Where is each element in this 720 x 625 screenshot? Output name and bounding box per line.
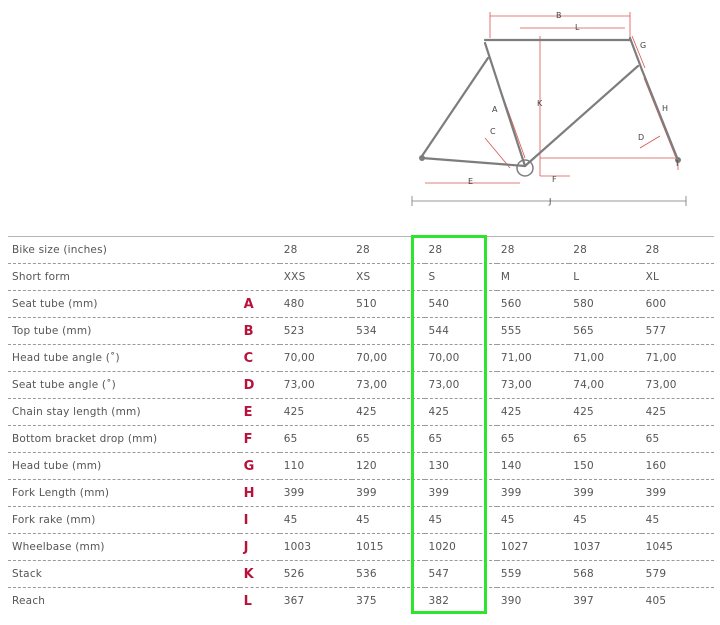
table-cell: 523	[280, 318, 352, 345]
dim-label: J	[549, 197, 552, 206]
table-cell: 555	[497, 318, 569, 345]
dim-label: K	[537, 99, 543, 108]
table-cell: 425	[642, 399, 714, 426]
table-cell: 73,00	[642, 372, 714, 399]
row-label: Seat tube (mm)	[8, 291, 240, 318]
table-cell: 534	[352, 318, 424, 345]
table-cell: 600	[642, 291, 714, 318]
table-cell: 73,00	[352, 372, 424, 399]
table-cell: 65	[425, 426, 497, 453]
table-row	[8, 291, 714, 318]
geometry-table	[8, 236, 714, 614]
dimension-letter: B	[240, 318, 280, 345]
table-cell: M	[497, 264, 569, 291]
table-cell: 425	[280, 399, 352, 426]
dimension-letter: F	[240, 426, 280, 453]
dimension-letter	[240, 237, 280, 264]
table-cell: 74,00	[569, 372, 641, 399]
dimension-letter: I	[240, 507, 280, 534]
table-cell: 28	[425, 237, 497, 264]
table-row	[8, 588, 714, 615]
dim-label: C	[490, 127, 496, 136]
row-label: Top tube (mm)	[8, 318, 240, 345]
dimension-letter: K	[240, 561, 280, 588]
dim-label: G	[640, 41, 647, 50]
table-cell: 65	[352, 426, 424, 453]
dim-label: L	[575, 23, 580, 32]
table-cell: 45	[280, 507, 352, 534]
table-cell: 540	[425, 291, 497, 318]
table-cell: 397	[573, 595, 594, 607]
table-cell: 425	[425, 399, 497, 426]
table-cell: 28	[642, 237, 714, 264]
table-cell: 1037	[569, 534, 641, 561]
table-cell: 28	[280, 237, 352, 264]
table-cell: 73,00	[497, 372, 569, 399]
table-cell: 45	[352, 507, 424, 534]
table-cell: 480	[280, 291, 352, 318]
table-cell: 390	[500, 595, 522, 607]
table-cell: 160	[642, 453, 714, 480]
table-cell: 65	[497, 426, 569, 453]
table-cell: 544	[425, 318, 497, 345]
dimension-letter: D	[240, 372, 280, 399]
table-row	[8, 399, 714, 426]
table-row	[8, 345, 714, 372]
table-cell: 547	[425, 561, 497, 588]
row-label: Bike size (inches)	[8, 237, 240, 264]
table-cell: XS	[352, 264, 424, 291]
dimension-letter: L	[243, 593, 253, 609]
table-cell: 45	[642, 507, 714, 534]
dimension-letter: H	[240, 480, 280, 507]
table-cell: 399	[497, 480, 569, 507]
table-cell: 1027	[497, 534, 569, 561]
table-cell: 130	[425, 453, 497, 480]
table-cell: 70,00	[280, 345, 352, 372]
table-cell: 71,00	[497, 345, 569, 372]
table-cell: 565	[569, 318, 641, 345]
table-cell: 70,00	[425, 345, 497, 372]
table-row	[8, 453, 714, 480]
row-label: Head tube angle (˚)	[8, 345, 240, 372]
table-cell: XL	[642, 264, 714, 291]
table-cell: 367	[283, 595, 305, 607]
table-cell: 28	[497, 237, 569, 264]
dimension-letter: J	[240, 534, 280, 561]
table-cell: 71,00	[642, 345, 714, 372]
table-cell: S	[425, 264, 497, 291]
table-cell: 71,00	[569, 345, 641, 372]
row-label: Reach	[12, 595, 46, 607]
row-label: Chain stay length (mm)	[8, 399, 240, 426]
dim-label: I	[676, 159, 679, 168]
dimension-letter: E	[240, 399, 280, 426]
table-cell: 510	[352, 291, 424, 318]
table-row	[8, 372, 714, 399]
table-cell: 1015	[352, 534, 424, 561]
dim-label: A	[492, 105, 498, 114]
table-cell: 140	[497, 453, 569, 480]
row-label: Stack	[8, 561, 240, 588]
table-cell: 73,00	[425, 372, 497, 399]
table-row	[8, 318, 714, 345]
row-label: Head tube (mm)	[8, 453, 240, 480]
dim-label: H	[662, 104, 669, 113]
table-cell: 65	[642, 426, 714, 453]
table-cell: 70,00	[352, 345, 424, 372]
table-row	[8, 480, 714, 507]
table-cell: 1003	[280, 534, 352, 561]
table-cell: 577	[642, 318, 714, 345]
dimension-letter: C	[240, 345, 280, 372]
table-cell: 28	[569, 237, 641, 264]
table-cell: 579	[642, 561, 714, 588]
table-row	[8, 264, 714, 291]
table-cell: 150	[569, 453, 641, 480]
table-cell: 560	[497, 291, 569, 318]
dim-label: F	[552, 175, 557, 184]
row-label: Short form	[8, 264, 240, 291]
table-cell: 580	[569, 291, 641, 318]
table-cell: 399	[425, 480, 497, 507]
table-cell: 375	[356, 595, 377, 607]
table-cell: 65	[569, 426, 641, 453]
table-cell: 65	[280, 426, 352, 453]
table-cell: 120	[352, 453, 424, 480]
dim-label: D	[638, 133, 645, 142]
row-label: Fork rake (mm)	[8, 507, 240, 534]
table-row	[8, 426, 714, 453]
table-cell: 425	[497, 399, 569, 426]
table-cell: 399	[280, 480, 352, 507]
table-cell: 399	[352, 480, 424, 507]
table-row	[8, 534, 714, 561]
table-cell: 1045	[642, 534, 714, 561]
dim-label: E	[468, 177, 474, 186]
table-cell: 568	[569, 561, 641, 588]
table-cell: 399	[569, 480, 641, 507]
dimension-letter: G	[240, 453, 280, 480]
table-cell: XXS	[280, 264, 352, 291]
table-cell: 425	[569, 399, 641, 426]
dim-label: B	[556, 11, 562, 20]
table-cell: 405	[645, 595, 667, 607]
row-label: Bottom bracket drop (mm)	[8, 426, 240, 453]
table-cell: 45	[425, 507, 497, 534]
frame-geometry-diagram	[410, 8, 690, 213]
table-cell: 1020	[425, 534, 497, 561]
table-cell: 382	[428, 595, 450, 607]
row-label: Fork Length (mm)	[8, 480, 240, 507]
table-cell: 73,00	[280, 372, 352, 399]
table-cell: 559	[497, 561, 569, 588]
table-cell: 45	[497, 507, 569, 534]
table-cell: 425	[352, 399, 424, 426]
dimension-letter: A	[240, 291, 280, 318]
table-cell: 536	[352, 561, 424, 588]
dimension-letter	[240, 264, 280, 291]
table-cell: 526	[280, 561, 352, 588]
table-cell: 399	[642, 480, 714, 507]
table-row	[8, 561, 714, 588]
table-cell: L	[569, 264, 641, 291]
table-cell: 110	[280, 453, 352, 480]
row-label: Wheelbase (mm)	[8, 534, 240, 561]
row-label: Seat tube angle (˚)	[8, 372, 240, 399]
table-cell: 28	[352, 237, 424, 264]
table-row	[8, 237, 714, 264]
table-cell: 45	[569, 507, 641, 534]
table-row	[8, 507, 714, 534]
